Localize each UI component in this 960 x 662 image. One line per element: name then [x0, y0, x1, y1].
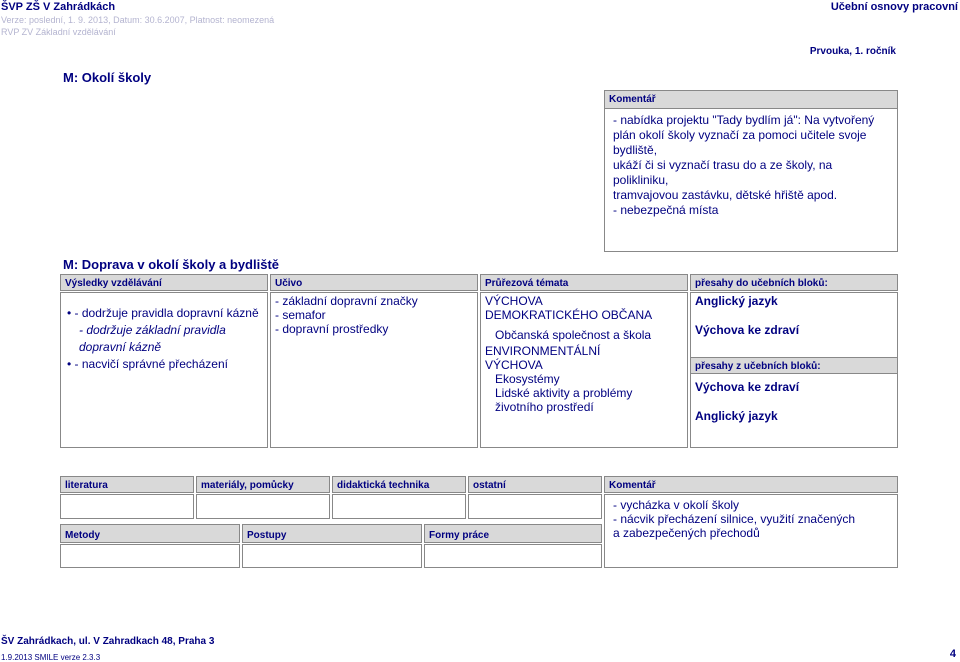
comment-line: - nabídka projektu "Tady bydlím já": Na vytvořený: [613, 113, 875, 127]
comment-line: - nácvik přecházení silnice, využití značených: [613, 512, 856, 526]
prurezova-cell: [480, 292, 688, 448]
theme-title: VÝCHOVA: [485, 294, 543, 308]
section2-title: M: Doprava v okolí školy a bydliště: [63, 257, 280, 272]
comment-line: - nebezpečná místa: [613, 203, 719, 217]
theme-title: ENVIRONMENTÁLNÍ: [485, 344, 601, 358]
literatura-cell: [60, 494, 194, 519]
ucivo-item: - semafor: [275, 308, 326, 322]
vysledky-subitem: - dodržuje základní pravidla: [79, 323, 226, 337]
comment-line: - vycházka v okolí školy: [613, 498, 740, 512]
header-presahy-do: přesahy do učebních bloků:: [690, 274, 898, 291]
header-didakticka: didaktická technika: [332, 476, 466, 493]
comment-header: Komentář: [605, 91, 897, 109]
version-line: Verze: poslední, 1. 9. 2013, Datum: 30.6.2007, Platnost: neomezená: [1, 15, 275, 25]
header-materialy: materiály, pomůcky: [196, 476, 330, 493]
didakticka-cell: [332, 494, 466, 519]
theme-title: DEMOKRATICKÉHO OBČANA: [485, 308, 653, 322]
footer-smile-version: 1.9.2013 SMILE verze 2.3.3: [1, 653, 101, 662]
header-vysledky: Výsledky vzdělávání: [60, 274, 268, 291]
postupy-cell: [242, 544, 422, 568]
vysledky-item: • - dodržuje pravidla dopravní kázně: [67, 306, 259, 320]
header-komentar: Komentář: [604, 476, 898, 493]
header-literatura: literatura: [60, 476, 194, 493]
grade-label: Prvouka, 1. ročník: [809, 46, 896, 57]
header-ucivo: Učivo: [270, 274, 478, 291]
vysledky-item: • - nacvičí správné přecházení: [67, 357, 228, 371]
presahy-do-item: Anglický jazyk: [695, 294, 778, 308]
vysledky-cell: [60, 292, 268, 448]
rvp-line: RVP ZV Základní vzdělávání: [1, 27, 116, 37]
presahy-do-item: Výchova ke zdraví: [695, 323, 800, 337]
section1-title: M: Okolí školy: [63, 70, 152, 85]
bullet-icon: •: [67, 357, 75, 371]
vysledky-subitem: dopravní kázně: [79, 340, 162, 354]
header-prurezova: Průřezová témata: [480, 274, 688, 291]
section1-comment-box: [604, 90, 898, 252]
metody-cell: [60, 544, 240, 568]
presahy-z-header: přesahy z učebních bloků:: [691, 357, 897, 374]
header-metody: Metody: [60, 524, 240, 543]
comment-line: plán okolí školy vyznačí za pomoci učitele svoje: [613, 128, 867, 142]
comment-body: [605, 109, 897, 222]
formy-cell: [424, 544, 602, 568]
bottom-comment-cell: [604, 494, 898, 568]
comment-line: ukáží či si vyznačí trasu do a ze školy, na polikliniku,: [613, 158, 833, 187]
curriculum-title: Učební osnovy pracovní: [830, 1, 958, 13]
header-postupy: Postupy: [242, 524, 422, 543]
ucivo-item: - základní dopravní značky: [275, 294, 418, 308]
presahy-cell: [690, 292, 898, 448]
presahy-z-item: Anglický jazyk: [695, 409, 778, 423]
materialy-cell: [196, 494, 330, 519]
theme-subtopic: Občanská společnost a škola: [495, 328, 652, 342]
comment-line: bydliště,: [613, 143, 658, 157]
ucivo-item: - dopravní prostředky: [275, 322, 389, 336]
bullet-icon: •: [67, 306, 75, 320]
ucivo-cell: [270, 292, 478, 448]
comment-line: a zabezpečených přechodů: [613, 526, 760, 540]
footer-address: ŠV Zahrádkach, ul. V Zahradkach 48, Praha 3: [1, 636, 215, 647]
theme-title: VÝCHOVA: [485, 358, 543, 372]
header-formy: Formy práce: [424, 524, 602, 543]
theme-subtopic: životního prostředí: [495, 400, 594, 414]
page-number: 4: [949, 648, 956, 660]
ostatni-cell: [468, 494, 602, 519]
theme-subtopic: Ekosystémy: [495, 372, 560, 386]
theme-subtopic: Lidské aktivity a problémy: [495, 386, 633, 400]
comment-line: tramvajovou zastávku, dětské hřiště apod.: [613, 188, 838, 202]
presahy-z-item: Výchova ke zdraví: [695, 380, 800, 394]
header-ostatni: ostatní: [468, 476, 602, 493]
school-title: ŠVP ZŠ V Zahrádkách: [1, 1, 116, 13]
